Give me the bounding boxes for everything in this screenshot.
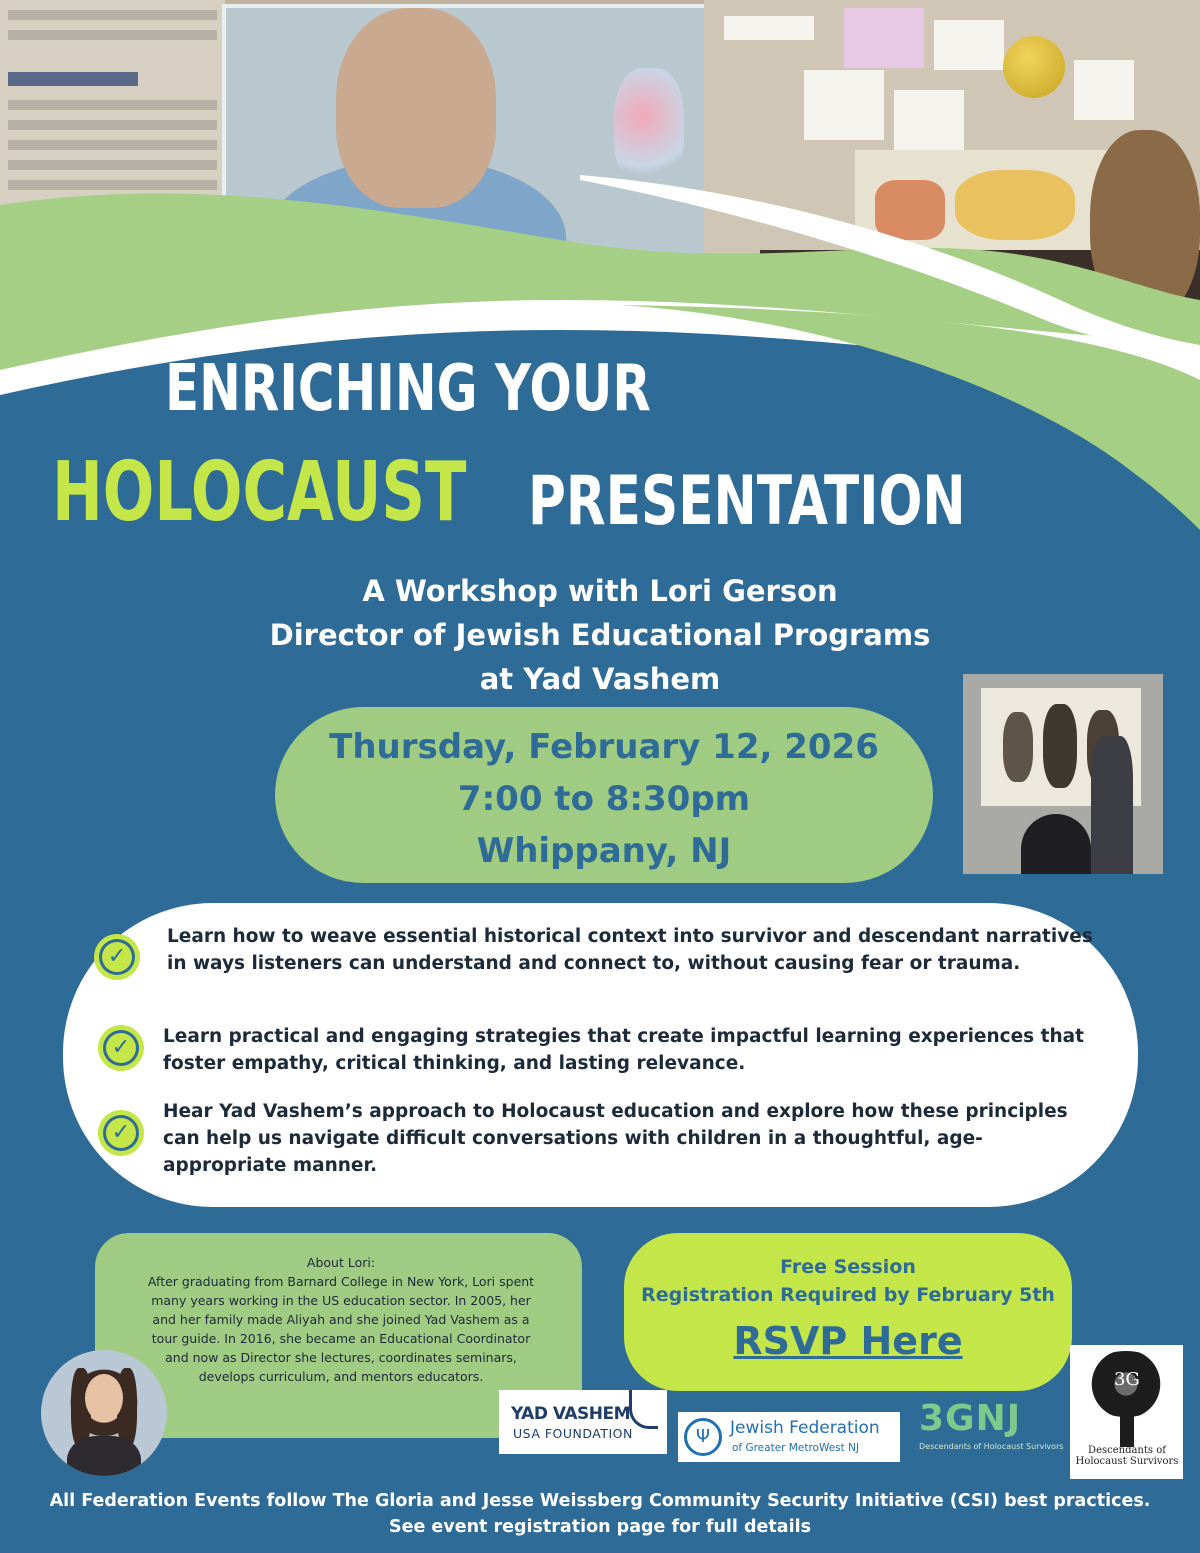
avatar: [41, 1350, 167, 1476]
jewish-federation-name: Jewish Federation: [730, 1418, 880, 1438]
checkmark-icon: ✓: [94, 934, 140, 980]
security-disclaimer: All Federation Events follow The Gloria and Jesse Weissberg Community Security Initiative (CSI) best practices. See event registration page for full details: [49, 1491, 1151, 1537]
event-details: [275, 707, 933, 883]
free-session-label: Free Session: [780, 1256, 916, 1278]
3g-mark: 3G: [1114, 1369, 1140, 1390]
menorah-icon: [629, 1390, 658, 1429]
jewish-federation-logo: [678, 1412, 900, 1462]
title-line-2: PRESENTATION: [528, 462, 966, 541]
subtitle-line-3: at Yad Vashem: [479, 662, 721, 696]
3gny-tree-logo: [1070, 1345, 1183, 1479]
about-body: After graduating from Barnard College in New York, Lori spent many years working in the US education sector. In 2005, her and her family made Aliyah and she joined Yad Vashem as a tour guide. In 2016, she became an Educational Coordinator and now as Director she lectures, coordinates seminars, develops curriculum, and mentors educators.: [147, 1274, 535, 1384]
checkmark-icon: ✓: [98, 1110, 144, 1156]
bullet-text-2: Learn practical and engaging strategies that create impactful learning experiences that foster empathy, critical thinking, and lasting relevance.: [163, 1026, 1084, 1074]
subtitle-line-2: Director of Jewish Educational Programs: [269, 618, 931, 652]
title-line-1: ENRICHING YOUR: [165, 352, 651, 426]
event-date: Thursday, February 12, 2026: [329, 727, 879, 767]
registration-card: [624, 1233, 1072, 1391]
about-text: [141, 1253, 541, 1386]
about-heading: About Lori:: [306, 1255, 376, 1270]
workshop-photo: [963, 674, 1163, 874]
rsvp-link[interactable]: RSVP Here: [733, 1319, 963, 1363]
3gnj-name: 3GNJ: [919, 1398, 1022, 1439]
3gnj-sub: Descendants of Holocaust Survivors: [919, 1442, 1064, 1451]
event-time: 7:00 to 8:30pm: [457, 779, 751, 819]
jewish-federation-sub: of Greater MetroWest NJ: [732, 1442, 860, 1454]
learning-outcomes: [63, 903, 1138, 1207]
title-highlight: HOLOCAUST: [52, 445, 467, 540]
event-location: Whippany, NJ: [476, 831, 732, 871]
checkmark-icon: ✓: [98, 1025, 144, 1071]
menorah-emblem-icon: Ψ: [684, 1418, 722, 1456]
3gny-caption: Descendants of Holocaust Survivors: [1075, 1445, 1179, 1467]
yad-vashem-logo: [499, 1390, 667, 1454]
bullet-text-3: Hear Yad Vashem’s approach to Holocaust education and explore how these principles can help us navigate difficult conversations with children in a thoughtful, age-appropriate manner.: [163, 1101, 1068, 1176]
bullet-text-1: Learn how to weave essential historical context into survivor and descendant narratives in ways listeners can understand and connect to, without causing fear or trauma.: [167, 926, 1093, 974]
registration-deadline: Registration Required by February 5th: [641, 1284, 1055, 1306]
subtitle-line-1: A Workshop with Lori Gerson: [362, 574, 838, 608]
3gnj-logo: [913, 1398, 1063, 1458]
yad-vashem-name: YAD VASHEM: [511, 1404, 631, 1424]
yad-vashem-sub: USA FOUNDATION: [513, 1426, 633, 1441]
workshop-subtitle: [200, 569, 1000, 701]
